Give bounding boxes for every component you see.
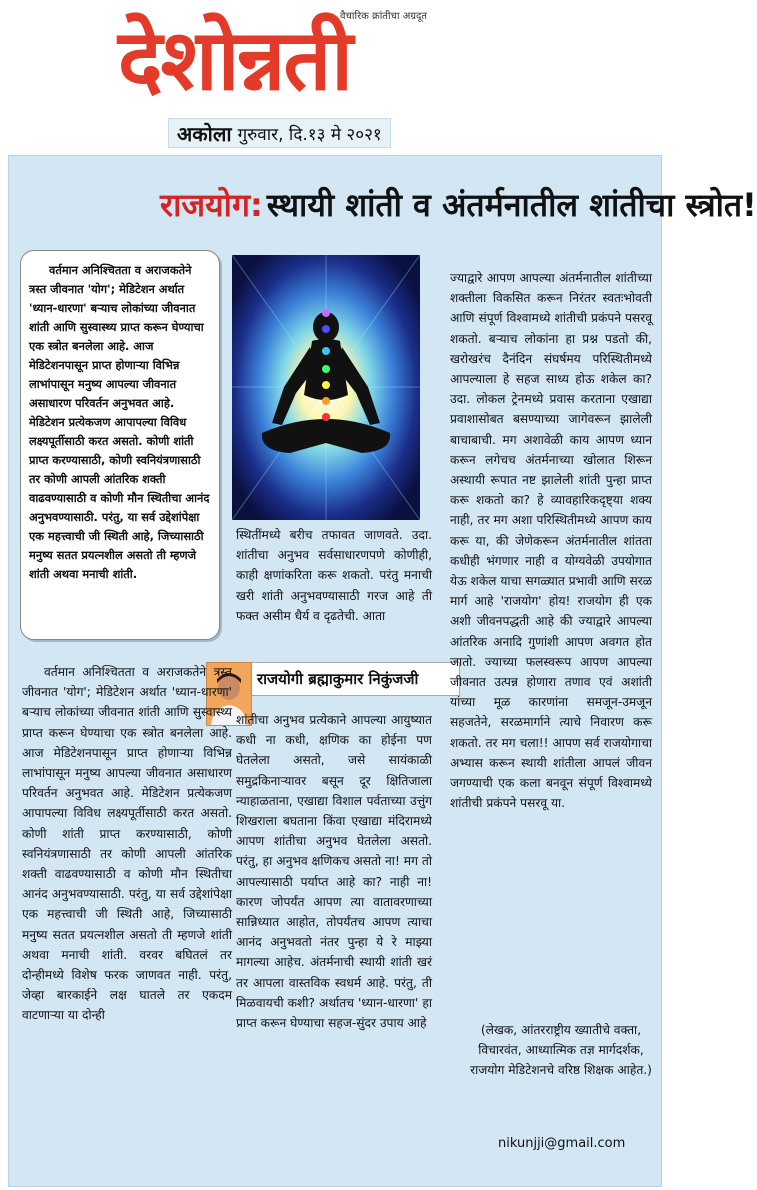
- article-column-2-bottom: शांतीचा अनुभव प्रत्येकाने आपल्या आयुष्यात कधी ना कधी, क्षणिक का होईना पण घेतलेला असतो, जसे सायंकाळी समुद्रकिनाऱ्यावर बसून दूर क्षितिजाला न्याहाळताना, एखाद्या विशाल पर्वताच्या उत्तुंग शिखराला बघताना किंवा एखाद्या मंदिरामध्ये आपण शांतीचा अनुभव घेतलेला असतो. परंतु, हा अनुभव क्षणिकच असतो ना! मग तो आपल्यासाठी पर्याप्त आहे का? नाही ना! कारण जोपर्यंत आपण त्या वातावरणाच्या सान्निध्यात आहोत, तोपर्यंतच आपण त्याचा आनंद अनुभवतो नंतर पुन्हा ये रे माझ्या मागल्या आहेच. अंतर्मनाची स्थायी शांती खरं तर आपला वास्तविक स्वधर्म आहे. परंतु, ती मिळवायची कशी? अर्थातच 'ध्यान-धारणा' हा प्राप्त करून घेण्याचा सहज-सुंदर उपाय आहे: [236, 713, 432, 1031]
- article-column-1: वर्तमान अनिश्चितता व अराजकतेने त्रस्त जीवनात 'योग'; मेडिटेशन अर्थात 'ध्यान-धारणा' बऱ्याच लोकांच्या जीवनात शांती आणि सुस्वास्थ्य प्राप्त करून घेण्याचा एक स्त्रोत बनलेला आहे. आज मेडिटेशनपासून प्राप्त होणाऱ्या विभिन्न लाभांपासून मनुष्य आपल्या जीवनात असाधारण परिवर्तन अनुभवत आहे. मेडिटेशन प्रत्येकजण आपापल्या विविध लक्ष्यपूर्तीसाठी करत असतो. कोणी शांती प्राप्त करण्यासाठी, कोणी स्वनियंत्रणासाठी तर कोणी आपली आंतरिक शक्ती वाढवण्यासाठी व कोणी मौन स्थितीचा आनंद अनुभवण्यासाठी. परंतु, या सर्व उद्देशांपेक्षा एक महत्त्वाची जी स्थिती आहे, जिच्यासाठी मनुष्य सतत प्रयत्नशील असतो ती म्हणजे शांती अथवा मनाची शांती. वरवर बघितलं तर दोन्हीमध्ये विशेष फरक जाणवत नाही. परंतु, जेव्हा बारकाईने लक्ष घातले तर एकदम वाटणाऱ्या या दोन्ही: [22, 665, 232, 1023]
- newspaper-logo: देशोन्नती: [118, 11, 351, 109]
- intro-box: [20, 250, 220, 640]
- issue-date: गुरुवार, दि.१३ मे २०२१: [237, 124, 382, 145]
- masthead: [0, 0, 673, 150]
- tagline: वैचारिक क्रांतीचा अग्रदूत: [340, 11, 428, 22]
- meditation-photo: [232, 255, 420, 520]
- headline-prefix: राजयोग:: [160, 185, 263, 224]
- author-email[interactable]: nikunjji@gmail.com: [498, 1136, 626, 1151]
- headline-title: स्थायी शांती व अंतर्मनातील शांतीचा स्त्रोत!: [266, 185, 757, 224]
- meditation-illustration-icon: [232, 255, 420, 520]
- author-credit: (लेखक, आंतरराष्ट्रीय ख्यातीचे वक्ता, विचारवंत, आध्यात्मिक तज्ञ मार्गदर्शक, राजयोग मेडिटेशनचे वरिष्ठ शिक्षक आहेत.): [470, 1023, 652, 1077]
- author-byline: राजयोगी ब्रह्माकुमार निकुंजजी: [208, 662, 460, 696]
- dateline: [168, 118, 391, 148]
- article-column-2-top: स्थितींमध्ये बरीच तफावत जाणवते. उदा. शांतीचा अनुभव सर्वसाधारणपणे कोणीही, काही क्षणांकरिता करू शकतो. परंतु मनाची खरी शांती अनुभवण्यासाठी गरज आहे ती फक्त असीम धैर्य व दृढतेची. आता: [236, 528, 432, 623]
- article-column-3: ज्याद्वारे आपण आपल्या अंतर्मनातील शांतीच्या शक्तीला विकसित करून निरंतर स्वतःभोवती आणि संपूर्ण विश्वामध्ये शांतीची प्रकंपने पसरवू शकतो. बऱ्याच लोकांना हा प्रश्न पडतो की, खरोखरंच दैनंदिन संघर्षमय परिस्थितीमध्ये आपल्याला हे सहज साध्य होऊ शकेल का? उदा. लोकल ट्रेनमध्ये प्रवास करताना एखाद्या प्रवाशासोबत बसण्याच्या जागेवरून झालेली बाचाबाची. मग अशावेळी काय आपण ध्यान करून लगेचच अंतर्मनाच्या खोलात शिरून अस्थायी रूपात नष्ट झालेली शांती पुन्हा प्राप्त करू शकतो का? हे व्यावहारिकदृष्ट्या शक्य नाही, तर मग अशा परिस्थितीमध्ये आपण काय करू या, की जेणेकरून अंतर्मनातील शांतता कधीही भंगणार नाही व योग्यवेळी उपयोगात येऊ शकेल याचा सगळ्यात प्रभावी आणि सरळ मार्ग आहे 'राजयोग' होय! राजयोग ही एक अशी जीवनपद्धती आहे की ज्याद्वारे आपल्या आंतरिक अनादि गुणांशी आपण अवगत होत जातो. ज्याच्या फलस्वरूप आपण आपल्या जीवनात उत्पन्न होणारा तणाव एवं अशांती यांच्या मूळ कारणांना समजून-उमजून सहजतेने, सरळमार्गाने त्याचे निवारण करू शकतो. तर मग चला!! आपण सर्व राजयोगाचा अभ्यास करून स्थायी शांतीला आपलं जीवन जगण्याची एक कला बनवून संपूर्ण विश्वामध्ये शांतीची प्रकंपने पसरवू या.: [450, 271, 652, 811]
- intro-text: वर्तमान अनिश्चितता व अराजकतेने त्रस्त जीवनात 'योग'; मेडिटेशन अर्थात 'ध्यान-धारणा' बऱ्याच लोकांच्या जीवनात शांती आणि सुस्वास्थ्य प्राप्त करून घेण्याचा एक स्त्रोत बनलेला आहे. आज मेडिटेशनपासून प्राप्त होणाऱ्या विभिन्न लाभांपासून मनुष्य आपल्या जीवनात असाधारण परिवर्तन अनुभवत आहे. मेडिटेशन प्रत्येकजण आपापल्या विविध लक्ष्यपूर्तीसाठी करत असतो. कोणी शांती प्राप्त करण्यासाठी, कोणी स्वनियंत्रणासाठी तर कोणी आपली आंतरिक शक्ती वाढवण्यासाठी व कोणी मौन स्थितीचा आनंद अनुभवण्यासाठी. परंतु, या सर्व उद्देशांपेक्षा एक महत्त्वाची जी स्थिती आहे, जिच्यासाठी मनुष्य सतत प्रयत्नशील असतो ती म्हणजे शांती अथवा मनाची शांती.: [29, 263, 210, 581]
- article-headline: [160, 176, 757, 232]
- city-name: अकोला: [177, 121, 232, 146]
